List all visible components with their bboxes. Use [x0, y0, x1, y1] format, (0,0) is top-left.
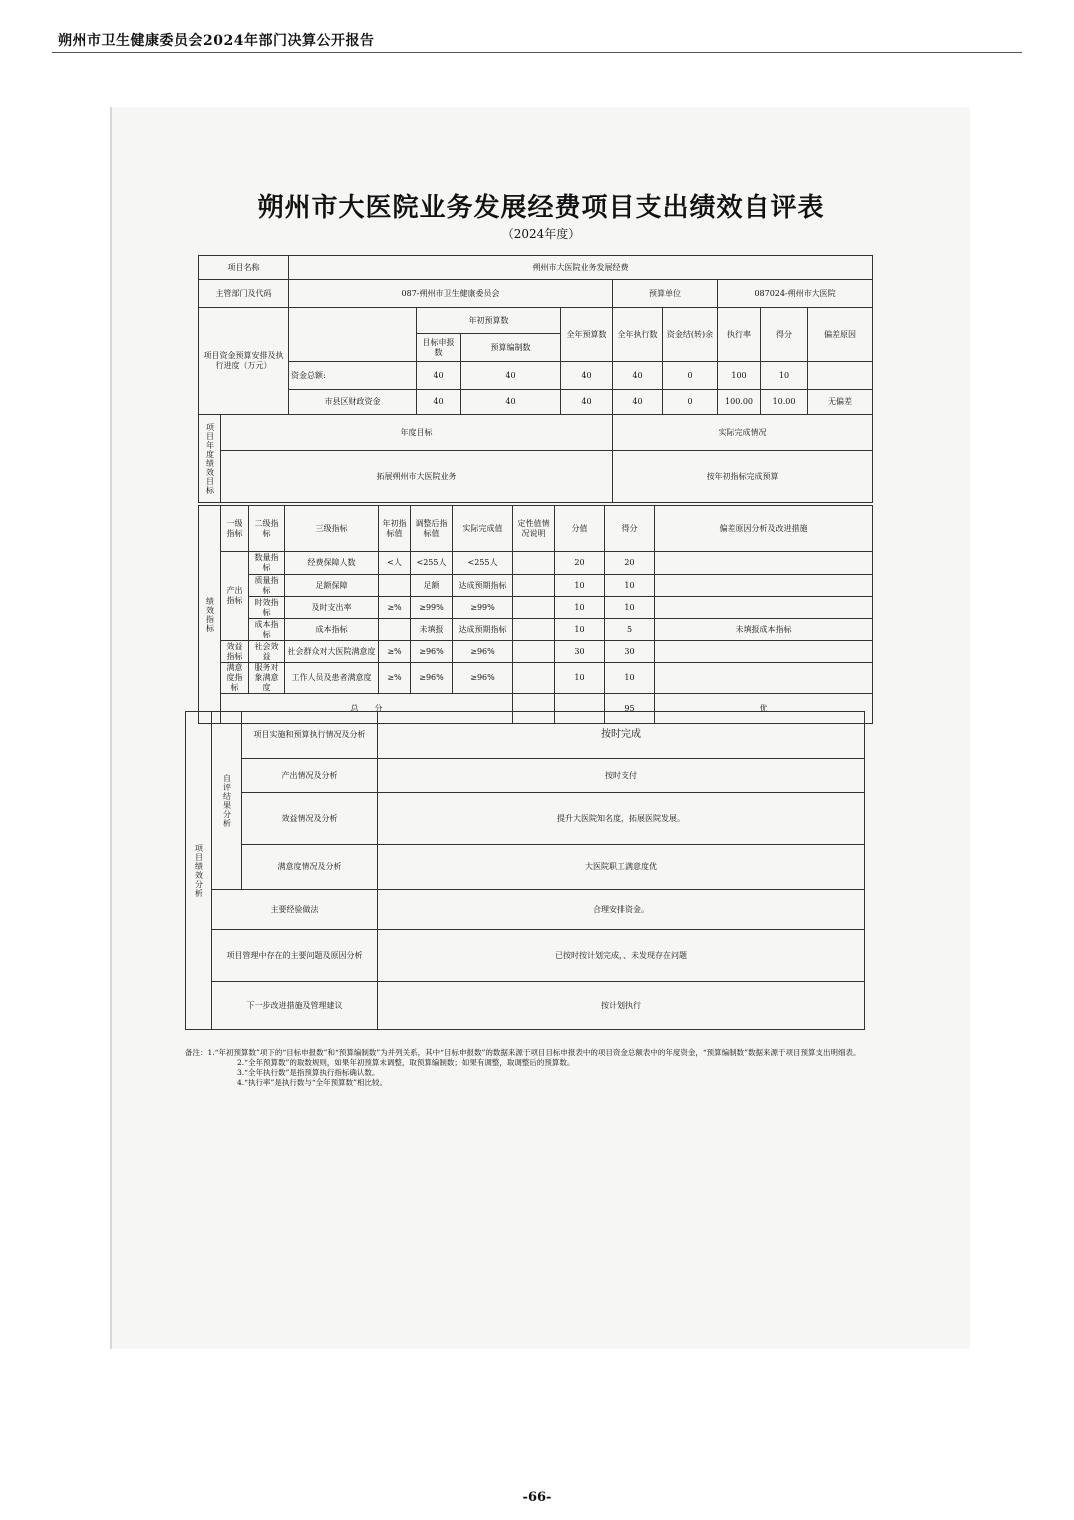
indicator-group-satisfaction: 满意度指标	[221, 663, 249, 694]
funds-exec-header: 全年执行数	[613, 308, 663, 362]
indicator-row: 质量指标 足额保障 足额 达成预期指标 10 10	[199, 575, 873, 597]
dept-value: 087-朔州市卫生健康委员会	[289, 280, 613, 308]
performance-analysis-table: 项目绩效分析 自评结果分析 项目实施和预算执行情况及分析 按时完成 产出情况及分析 按时支付 效益情况及分析 提升大医院知名度，拓展医院发展。 满意度情况及分析 大医院职工满意度优 主要经验做法 合理安排资金。 项目管理中存在的主要问题及原因分析 已按时按计划完成，、未发现存在问题 下一步改进措施及管理建议 按计划执行	[185, 711, 865, 1030]
goals-actual-header: 实际完成情况	[613, 415, 873, 451]
indicator-row: 时效指标 及时支出率 ≥% ≥99% ≥99% 10 10	[199, 597, 873, 619]
problems-label: 项目管理中存在的主要问题及原因分析	[212, 930, 378, 982]
funds-rate-header: 执行率	[718, 308, 761, 362]
indicator-row: 成本指标 成本指标 未填报 达成预期指标 10 5 未填报成本指标	[199, 619, 873, 641]
budget-goal-indicator-table	[198, 255, 873, 503]
total-grade: 优	[655, 694, 873, 724]
funds-balance-header: 资金结(转)余	[663, 308, 718, 362]
indicator-l2-header: 二级指标	[249, 506, 285, 552]
goals-goal-header: 年度目标	[221, 415, 613, 451]
total-label: 总 分	[221, 694, 513, 724]
next-steps-label: 下一步改进措施及管理建议	[212, 982, 378, 1030]
note-2: 2.“全年预算数”的取数规则，如果年初预算未调整，取预算编制数；如果有调整，取调整后的预算数。	[237, 1058, 575, 1067]
indicator-init-header: 年初指标值	[379, 506, 411, 552]
notes	[185, 1048, 875, 1088]
total-score: 95	[605, 694, 655, 724]
indicators-section-label: 绩效指标	[199, 506, 221, 724]
indicator-l3-header: 三级指标	[285, 506, 379, 552]
indicator-row: 满意度指标 服务对象满意度 工作人员及患者满意度 ≥% ≥96% ≥96% 10 10	[199, 663, 873, 694]
indicator-row: 效益指标 社会效益 社会群众对大医院满意度 ≥% ≥96% ≥96% 30 30	[199, 641, 873, 663]
running-header: 朔州市卫生健康委员会2024年部门决算公开报告	[58, 33, 375, 49]
dept-label: 主管部门及代码	[199, 280, 289, 308]
goals-actual-value: 按年初指标完成预算	[613, 451, 873, 503]
indicator-qual-header: 定性值情况说明	[513, 506, 555, 552]
indicator-row: 产出指标 数量指标 经费保障人数 <人 <255人 <255人 20 20	[199, 552, 873, 575]
document-year: （2024年度）	[501, 227, 581, 241]
note-3: 3.“全年执行数”是指预算执行指标确认数。	[237, 1068, 380, 1077]
funds-target-header: 目标申报数	[417, 334, 461, 362]
unit-label: 预算单位	[613, 280, 718, 308]
document-title: 朔州市大医院业务发展经费项目支出绩效自评表	[257, 193, 825, 223]
indicator-points-header: 分值	[555, 506, 605, 552]
funds-full-header: 全年预算数	[561, 308, 613, 362]
experience-value: 合理安排资金。	[378, 890, 865, 930]
header-rule	[52, 52, 1022, 53]
indicator-adj-header: 调整后指标值	[411, 506, 453, 552]
note-1: 备注：1.“年初预算数”项下的“目标申报数”和“预算编制数”为并列关系，其中“目标申报数”的数据来源于项目目标申报表中的项目资金总额表中的年度资金，“预算编制数”数据来源于项目预算支出明细表。	[185, 1048, 861, 1057]
unit-value: 087024-朔州市大医院	[718, 280, 873, 308]
goals-section-label: 项目年度绩效目标	[199, 415, 221, 503]
indicator-l1-header: 一级指标	[221, 506, 249, 552]
scanned-page	[110, 107, 970, 1349]
note-4: 4.“执行率”是执行数与“全年预算数”相比较。	[237, 1078, 387, 1087]
indicator-group-output: 产出指标	[221, 552, 249, 641]
indicator-actual-header: 实际完成值	[453, 506, 513, 552]
indicator-group-benefit: 效益指标	[221, 641, 249, 663]
indicator-score-header: 得分	[605, 506, 655, 552]
page-number: -66-	[522, 1490, 552, 1505]
project-name-value: 朔州市大医院业务发展经费	[289, 256, 873, 280]
goals-goal-value: 拓展朔州市大医院业务	[221, 451, 613, 503]
problems-value: 已按时按计划完成，、未发现存在问题	[378, 930, 865, 982]
funds-score-header: 得分	[761, 308, 808, 362]
funds-row: 市县区财政资金 40 40 40 40 0 100.00 10.00 无偏差	[199, 390, 873, 415]
analysis-section-label: 项目绩效分析	[186, 712, 212, 1030]
funds-compiled-header: 预算编制数	[461, 334, 561, 362]
experience-label: 主要经验做法	[212, 890, 378, 930]
indicator-reason-header: 偏差原因分析及改进措施	[655, 506, 873, 552]
indicator-table	[198, 505, 873, 724]
project-name-label: 项目名称	[199, 256, 289, 280]
funds-reason-header: 偏差原因	[808, 308, 873, 362]
funds-section-label: 项目资金预算安排及执行进度（万元）	[199, 308, 289, 415]
self-eval-label: 自评结果分析	[212, 712, 242, 890]
funds-initial-header: 年初预算数	[417, 308, 561, 334]
funds-row: 资金总额: 40 40 40 40 0 100 10	[199, 362, 873, 390]
next-steps-value: 按计划执行	[378, 982, 865, 1030]
